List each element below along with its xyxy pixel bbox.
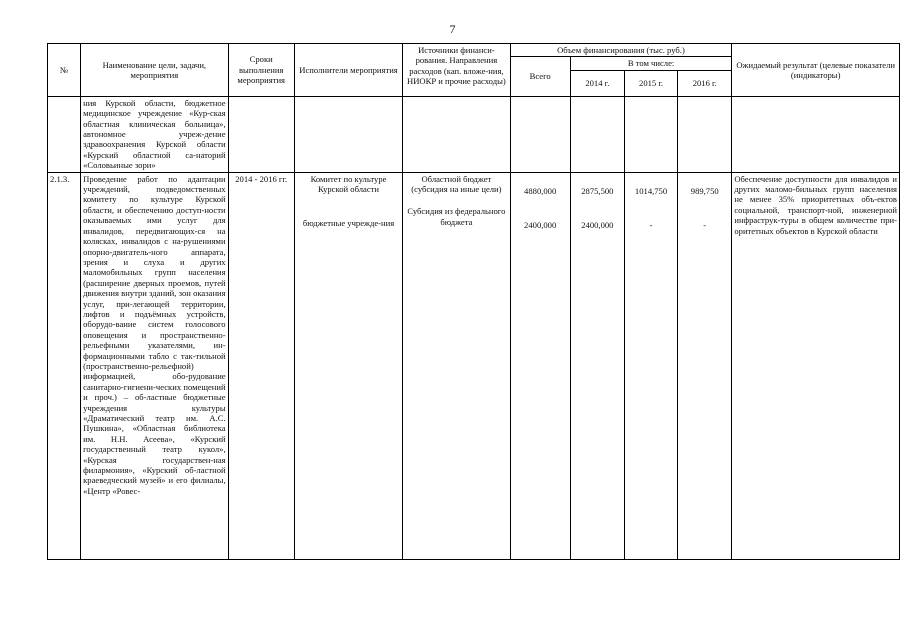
executor-2: бюджетные учрежде-ния [302, 218, 395, 229]
header-name: Наименование цели, задачи, мероприятия [81, 44, 229, 97]
cell-num: 2.1.3. [48, 172, 81, 559]
header-num: № [48, 44, 81, 97]
table-row-2-1-3 [48, 172, 900, 559]
source-2: Субсидия из федерального бюджета [407, 206, 506, 227]
y2014-1: 2875,500 [581, 185, 614, 196]
header-2016: 2016 г. [678, 70, 732, 96]
executor-1: Комитет по культуре Курской области [310, 173, 387, 195]
cell-2014 [570, 96, 624, 172]
cell-num [48, 96, 81, 172]
cell-2015 [624, 172, 677, 559]
y2015-1: 1014,750 [634, 185, 668, 196]
header-executors: Исполнители мероприятия [294, 44, 402, 97]
cell-sources [403, 172, 510, 559]
y2014-2: 2400,000 [581, 220, 614, 231]
y2015-2: - [649, 220, 653, 231]
cell-name: ния Курской области, бюджетное медицинское учреждение «Кур-ская областная клиническая больница», автономное учреж-дение здравоохранения Курской области «Курский областной са-наторий «Соловьиные зори» [81, 96, 229, 172]
total-2: 2400,000 [524, 220, 557, 231]
header-total: Всего [510, 57, 570, 96]
cell-result [732, 96, 900, 172]
cell-result: Обеспечение доступности для инвалидов и других маломо-бильных групп населения не менее 35% приоритетных объ-ектов социальной, транспорт-ной, инженерной инфраструк-туры в общем количестве при-оритетных объектов в Курской области [732, 172, 900, 559]
y2016-2: - [703, 220, 707, 231]
cell-executors [294, 96, 402, 172]
cell-total [510, 172, 570, 559]
header-including: В том числе: [570, 57, 732, 70]
header-result: Ожидаемый результат (целевые показатели (индикаторы) [732, 44, 900, 97]
header-2015: 2015 г. [624, 70, 677, 96]
cell-terms [228, 96, 294, 172]
header-sources: Источники финанси-рования. Направления расходов (кап. вложе-ния, НИОКР и прочие расходы) [403, 44, 510, 97]
cell-2016 [678, 96, 732, 172]
header-terms: Сроки выполнения мероприятия [228, 44, 294, 97]
table-row-continued [48, 96, 900, 172]
total-1: 4880,000 [524, 185, 557, 196]
cell-sources [403, 96, 510, 172]
cell-2014 [570, 172, 624, 559]
cell-2015 [624, 96, 677, 172]
header-row-1 [48, 44, 900, 57]
cell-name: Проведение работ по адаптации учреждений, подведомственных комитету по культуре Курской области, и обеспечению доступ-ности оказываемых ими услуг для инвалидов, передвигающих-ся на колясках, инвалидов с на-рушениями опорно-двигатель-ного аппарата, зрения и слуха и других маломобильных групп населения (расширение дверных проемов, путей движения внутри зданий, зон оказания услуг, при-легающей территории, лифтов и подъёмных устройств, оборудо-вание систем голосового оповещения и пространственно-рельефными указателями, ин-формационными табло с так-тильной (пространственно-рельефной) информацией, обо-рудование санитарно-гигиени-ческих помещений и проч.) – об-ластные бюджетные учреждения культуры «Драматический театр им. А.С. Пушкина», «Областная библиотека им. Н.Н. Асеева», «Курский государственный театр кукол», «Курская государствен-ная филармония», «Курский об-ластной краеведческий музей» и его филиалы, «Центр «Ровес- [81, 172, 229, 559]
source-1: Областной бюджет (субсидия на иные цели) [411, 173, 502, 195]
activities-table [47, 43, 900, 560]
y2016-1: 989,750 [690, 185, 719, 196]
cell-terms: 2014 - 2016 гг. [228, 172, 294, 559]
cell-total [510, 96, 570, 172]
page-number: 7 [449, 22, 456, 36]
header-volume: Объем финансирования (тыс. руб.) [510, 44, 732, 57]
cell-executors [294, 172, 402, 559]
cell-2016 [678, 172, 732, 559]
header-2014: 2014 г. [570, 70, 624, 96]
